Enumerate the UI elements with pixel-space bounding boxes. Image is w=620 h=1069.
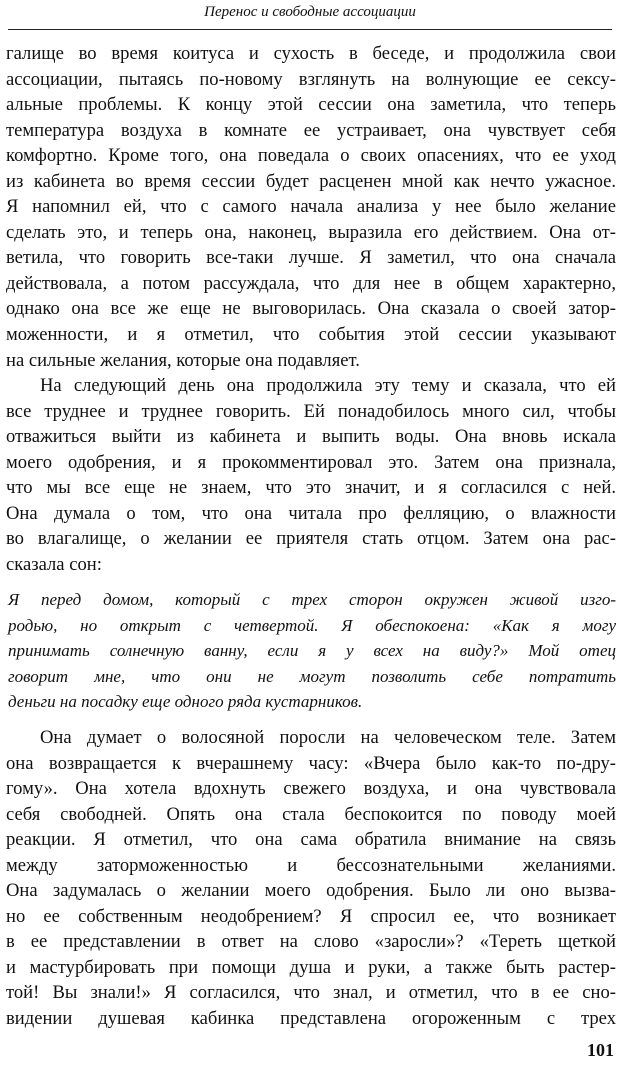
page-body [6, 41, 616, 1032]
text-line: реакции. Я отметил, что она сама обратила внимание на связь [6, 829, 616, 851]
text-line: температура воздуха в комнате ее устраивает, она чувствует себя [6, 119, 616, 141]
quote-line: Я перед домом, который с трех сторон окружен живой изго- [8, 590, 616, 610]
header-rule [8, 29, 612, 30]
text-line: Я напомнил ей, что с самого начала анализа у нее было желание [6, 196, 616, 218]
paragraph-2 [6, 373, 616, 577]
dream-quote [6, 587, 616, 715]
text-line: видении душевая кабинка представлена огороженным с трех [6, 1008, 616, 1029]
paragraph-1 [6, 41, 616, 373]
text-line: сказала сон: [6, 553, 102, 575]
text-line: однако она все же еще не выговорилась. Она сказала о своей затор- [6, 298, 616, 320]
text-line: моженности, и я отметил, что события этой сессии указывают [6, 324, 616, 346]
text-line: из кабинета во время сессии будет расценен мной как нечто ужасное. [6, 170, 616, 192]
text-line: себя свободней. Опять она стала беспокоится по поводу моей [6, 803, 616, 825]
text-line: сделать это, и теперь она, наконец, выразила его действием. Она от- [6, 221, 616, 243]
text-line: Она задумалась о желании моего одобрения. Было ли оно вызва- [6, 880, 616, 902]
text-line: ассоциации, пытаясь по-новому взглянуть на волнующие ее сексу- [6, 68, 616, 90]
text-line: комфортно. Кроме того, она поведала о своих опасениях, что ее уход [6, 145, 616, 167]
text-line: что мы все еще не знаем, что это значит, и я согласился с ней. [6, 477, 616, 499]
quote-line: родью, но открыт с четвертой. Я обеспокоена: «Как я могу [8, 615, 616, 635]
text-line: но ее собственным неодобрением? Я спросил ее, что возникает [6, 905, 616, 927]
quote-line: деньги на посадку еще одного ряда кустарников. [8, 692, 363, 712]
text-line: гому». Она хотела вдохнуть свежего воздуха, и она чувствовала [6, 778, 616, 800]
text-line: моего одобрения, и я прокомментировал это. Затем она признала, [6, 451, 616, 473]
text-line: ветила, что говорить все-таки лучше. Я заметил, что она сначала [6, 247, 616, 269]
text-line: отважиться выйти из кабинета и выпить воды. Она вновь искала [6, 426, 616, 448]
text-line: все труднее и труднее говорить. Ей понадобилось много сил, чтобы [6, 400, 616, 422]
text-line: Она думает о волосяной поросли на человеческом теле. Затем [40, 726, 616, 748]
text-line: во влагалище, о желании ее приятеля стать отцом. Затем она рас- [6, 528, 616, 550]
text-line: на сильные желания, которые она подавляет. [6, 349, 360, 371]
quote-line: принимать солнечную ванну, если я у всех на виду?» Мой отец [8, 641, 616, 661]
text-line: она возвращается к вчерашнему часу: «Вчера было как-то по-дру- [6, 752, 616, 774]
text-line: между заторможенностью и бессознательными желаниями. [6, 854, 616, 876]
text-line: той! Вы знали!» Я согласился, что знал, и отметил, что в ее сно- [6, 982, 616, 1004]
running-header: Перенос и свободные ассоциации [204, 4, 416, 20]
text-line: альные проблемы. К концу этой сессии она заметила, что теперь [6, 94, 616, 116]
text-line: в ее представлении в ответ на слово «заросли»? «Тереть щеткой [6, 931, 616, 953]
page-number: 101 [587, 1040, 614, 1060]
text-line: Она думала о том, что она читала про фелляцию, о влажности [6, 502, 616, 524]
text-line: галище во время коитуса и сухость в беседе, и продолжила свои [6, 43, 616, 64]
text-line: и мастурбировать при помощи душа и руки, а также быть растер- [6, 956, 616, 978]
text-line: действовала, а потом рассуждала, что для нее в общем характерно, [6, 272, 616, 294]
paragraph-3 [6, 725, 616, 1032]
text-line: На следующий день она продолжила эту тему и сказала, что ей [40, 375, 616, 397]
quote-line: говорит мне, что они не могут позволить себе потратить [8, 666, 616, 686]
